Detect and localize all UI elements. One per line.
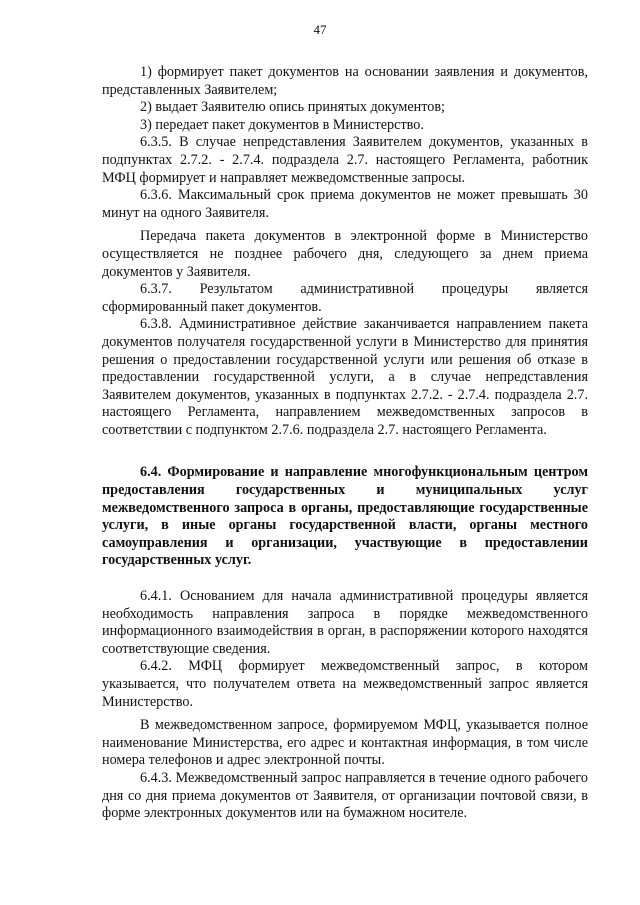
paragraph-6-4-3: 6.4.3. Межведомственный запрос направляется в течение одного рабочего дня со дня приема документов от Заявителя, от организации почтовой связи, в форме электронных документов или на бумажном носителе. [102, 769, 588, 822]
document-body [102, 64, 588, 823]
paragraph-item-2: 2) выдает Заявителю опись принятых документов; [140, 99, 445, 116]
paragraph-item-3: 3) передает пакет документов в Министерство. [140, 116, 424, 133]
paragraph-6-3-7: 6.3.7. Результатом административной процедуры является сформированный пакет документов. [102, 281, 588, 315]
paragraph-6-4-2: 6.4.2. МФЦ формирует межведомственный запрос, в котором указывается, что получателем ответа на межведомственный запрос является Министерство. [102, 658, 588, 710]
section-heading-6-4: 6.4. Формирование и направление многофункциональным центром предоставления государственных и муниципальных услуг межведомственного запроса в органы, предоставляющие государственные услуги, в иные органы государственной власти, органы местного самоуправления и организации, участвующие в предоставлении государственных услуг. [102, 464, 588, 569]
page-number: 47 [313, 22, 327, 37]
paragraph-request-contents: В межведомственном запросе, формируемом МФЦ, указывается полное наименование Министерства, его адрес и контактная информация, в том числе номера телефонов и адрес электронной почты. [102, 717, 588, 769]
paragraph-6-3-5: 6.3.5. В случае непредставления Заявителем документов, указанных в подпунктах 2.7.2. - 2.7.4. подраздела 2.7. настоящего Регламента, работник МФЦ формирует и направляет межведомственные запросы. [102, 134, 588, 186]
paragraph-6-3-6: 6.3.6. Максимальный срок приема документов не может превышать 30 минут на одного Заявителя. [102, 187, 588, 221]
paragraph-electronic-transfer: Передача пакета документов в электронной форме в Министерство осуществляется не позднее рабочего дня, следующего за днем приема документов у Заявителя. [102, 228, 588, 280]
paragraph-6-4-1: 6.4.1. Основанием для начала административной процедуры является необходимость направления запроса в порядке межведомственного информационного взаимодействия в орган, в распоряжении которого находятся соответствующие сведения. [102, 588, 588, 657]
paragraph-item-1: 1) формирует пакет документов на основании заявления и документов, представленных Заявителем; [102, 64, 588, 98]
paragraph-6-3-8: 6.3.8. Административное действие заканчивается направлением пакета документов получателя государственной услуги в Министерство для принятия решения о предоставлении государственной услуги или решения об отказе в предоставлении государственной услуги, а в случае непредставления Заявителем документов, указанных в подпунктах 2.7.2. - 2.7.4. подраздела 2.7. настоящего Регламента, направлением межведомственных запросов в соответствии с подпунктом 2.7.6. подраздела 2.7. настоящего Регламента. [102, 316, 588, 438]
